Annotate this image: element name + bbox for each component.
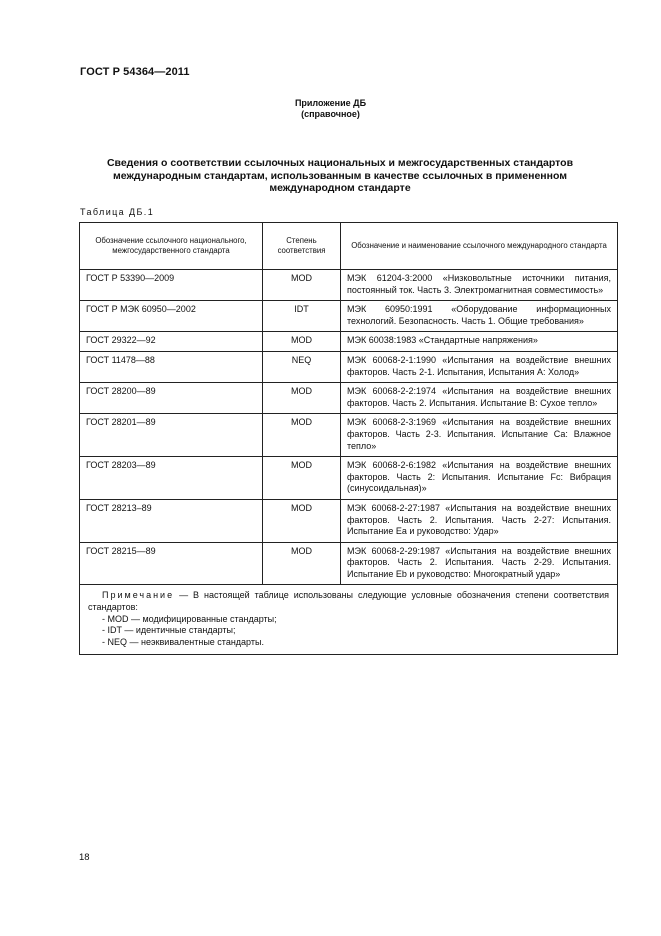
note-lead [88,590,609,613]
table-row [80,351,618,382]
table-row [80,542,618,585]
national-standard-cell: ГОСТ 28203—89 [80,457,263,500]
note-item: - MOD — модифицированные стандарты; [102,613,277,624]
international-standard-cell: МЭК 60068-2-27:1987 «Испытания на воздействие внешних факторов. Часть 2. Испытания. Часть 2-27: Испытания. Испытание Еа и руководство: Удар» [341,499,618,542]
degree-cell: MOD [263,270,341,301]
national-standard-cell: ГОСТ 11478—88 [80,351,263,382]
national-standard-cell: ГОСТ Р 53390—2009 [80,270,263,301]
appendix-subtitle: (справочное) [301,109,360,119]
international-standard-cell: МЭК 61204-3:2000 «Низковольтные источники питания, постоянный ток. Часть 3. Электромагнитная совместимость» [341,270,618,301]
international-standard-cell: МЭК 60068-2-1:1990 «Испытания на воздействие внешних факторов. Часть 2-1. Испытания, Испытания А: Холод» [341,351,618,382]
international-standard-cell: МЭК 60038:1983 «Стандартные напряжения» [341,332,618,352]
note-text: — В настоящей таблице использованы следующие условные обозначения степени соответствия стандартов: [88,590,609,613]
appendix-heading [0,98,661,120]
header-national-standard: Обозначение ссылочного национального, межгосударственного стандарта [80,223,263,270]
table-note-row [80,585,618,655]
national-standard-cell: ГОСТ 28201—89 [80,414,263,457]
table-caption: Таблица ДБ.1 [80,207,155,217]
table-row [80,270,618,301]
degree-cell: MOD [263,332,341,352]
national-standard-cell: ГОСТ 28215—89 [80,542,263,585]
table-row [80,332,618,352]
international-standard-cell: МЭК 60068-2-3:1969 «Испытания на воздействие внешних факторов. Часть 2-3. Испытания. Испытание Са: Влажное тепло» [341,414,618,457]
header-international-standard: Обозначение и наименование ссылочного международного стандарта [341,223,618,270]
table-row [80,301,618,332]
table-row [80,457,618,500]
appendix-title: Приложение ДБ [294,98,367,108]
degree-cell: MOD [263,383,341,414]
note-item: - NEQ — неэквивалентные стандарты. [102,636,264,647]
table-header-row [80,223,618,270]
international-standard-cell: МЭК 60068-2-29:1987 «Испытания на воздействие внешних факторов. Часть 2. Испытания. Часть 2-29. Испытания. Испытание Eb и руководство: Многократный удар» [341,542,618,585]
degree-cell: MOD [263,499,341,542]
international-standard-cell: МЭК 60950:1991 «Оборудование информационных технологий. Безопасность. Часть 1. Общие требования» [341,301,618,332]
national-standard-cell: ГОСТ 28213–89 [80,499,263,542]
section-title: Сведения о соответствии ссылочных национальных и межгосударственных стандартов международным стандартам, использованным в качестве ссылочных в примененном международном стандарте [106,157,574,194]
degree-cell: MOD [263,542,341,585]
table-row [80,383,618,414]
table-note [80,585,618,655]
national-standard-cell: ГОСТ Р МЭК 60950—2002 [80,301,263,332]
degree-cell: MOD [263,457,341,500]
degree-cell: IDT [263,301,341,332]
document-code: ГОСТ Р 54364—2011 [80,66,190,78]
correspondence-table [79,222,618,655]
table-row [80,414,618,457]
international-standard-cell: МЭК 60068-2-2:1974 «Испытания на воздействие внешних факторов. Часть 2. Испытания. Испытание В: Сухое тепло» [341,383,618,414]
note-item: - IDT — идентичные стандарты; [102,625,236,636]
table-row [80,499,618,542]
national-standard-cell: ГОСТ 29322—92 [80,332,263,352]
degree-cell: NEQ [263,351,341,382]
header-degree: Степень соответствия [263,223,341,270]
page-number: 18 [79,852,90,863]
note-label: Примечание [102,590,175,601]
international-standard-cell: МЭК 60068-2-6:1982 «Испытания на воздействие внешних факторов. Часть 2: Испытания. Испытание Fc: Вибрация (синусоидальная)» [341,457,618,500]
degree-cell: MOD [263,414,341,457]
national-standard-cell: ГОСТ 28200—89 [80,383,263,414]
